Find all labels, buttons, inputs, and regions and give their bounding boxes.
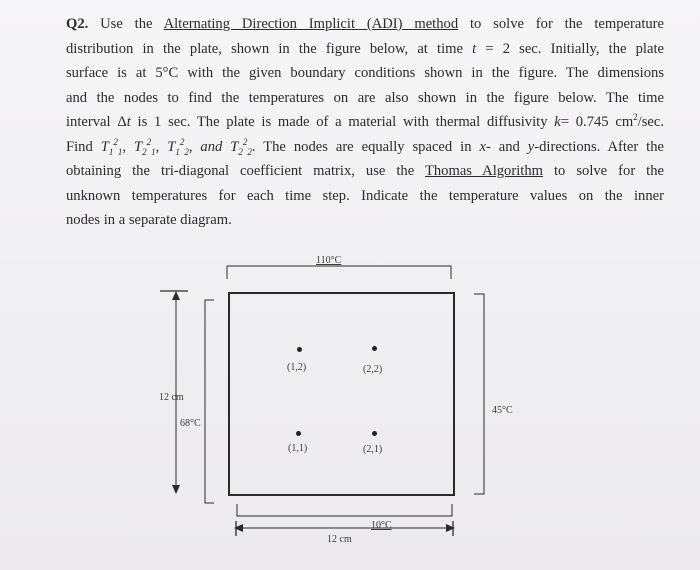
plate-boundary — [229, 293, 454, 495]
bottom-temperature-label: 10°C — [371, 520, 392, 531]
problem-line-5: interval Δt is 1 sec. The plate is made of a material with thermal diffusivity k= 0.745 $cm^2/\sec$. — [66, 112, 665, 130]
right-boundary-bracket — [474, 294, 484, 494]
var-t-2-1: $T_2^2_1$ — [133, 136, 156, 157]
node-1-2-label: (1,2) — [287, 362, 307, 373]
height-arrow-bottom — [172, 485, 180, 494]
node-1-2-dot — [297, 347, 302, 352]
height-arrow-top — [172, 291, 180, 300]
node-2-2-label: (2,2) — [363, 364, 383, 375]
node-2-1-dot — [372, 431, 377, 436]
problem-line-8: unknown temperatures for each time step. Indicate the temperature values on the inner — [66, 187, 664, 204]
question-number: Q2. — [66, 16, 89, 32]
node-2-1-label: (2,1) — [363, 444, 383, 455]
var-t-2-2: $T_2^2_2$ — [230, 136, 252, 157]
problem-line-1: Q2. Use the Alternating Direction Implicit (ADI) method to solve for the temperature — [66, 16, 665, 32]
node-1-1-dot — [296, 431, 301, 436]
problem-line-9: nodes in a separate diagram. — [66, 212, 232, 228]
problem-line-3: surface is at 5°C with the given boundary conditions shown in the figure. The dimensions — [66, 65, 664, 81]
left-temperature-label: 68°C — [180, 418, 201, 429]
left-boundary-bracket — [205, 300, 214, 503]
var-t-1-1: $T_1^2_1$ — [100, 136, 123, 157]
adi-method-link: Alternating Direction Implicit (ADI) method — [163, 16, 459, 32]
var-t-1-2: $T_1^2_2$ — [167, 136, 189, 157]
thomas-algorithm-link: Thomas Algorithm — [424, 163, 543, 179]
problem-line-4: and the nodes to find the temperatures on are also shown in the figure below. The time — [66, 89, 664, 106]
problem-line-2: distribution in the plate, shown in the figure below, at time t = 2 sec. Initially, the plate — [66, 40, 664, 57]
node-1-1-label: (1,1) — [288, 443, 308, 454]
node-2-2-dot — [372, 346, 377, 351]
width-label: 12 cm — [327, 534, 352, 545]
problem-line-7: obtaining the tri-diagonal coefficient matrix, use the Thomas Algorithm to solve for the — [66, 163, 665, 179]
right-temperature-label: 45°C — [492, 405, 513, 416]
top-temperature-label: 110°C — [316, 255, 342, 266]
height-label: 12 cm — [159, 392, 184, 403]
top-boundary-bracket — [227, 266, 451, 279]
problem-line-6: Find $T_1^2_1$, $T_2^2_1$, $T_1^2_2$, and $T_2^2_2$. The nodes are equally spaced in x- and y-directions. After the — [66, 136, 665, 157]
bottom-boundary-bracket — [237, 504, 452, 516]
